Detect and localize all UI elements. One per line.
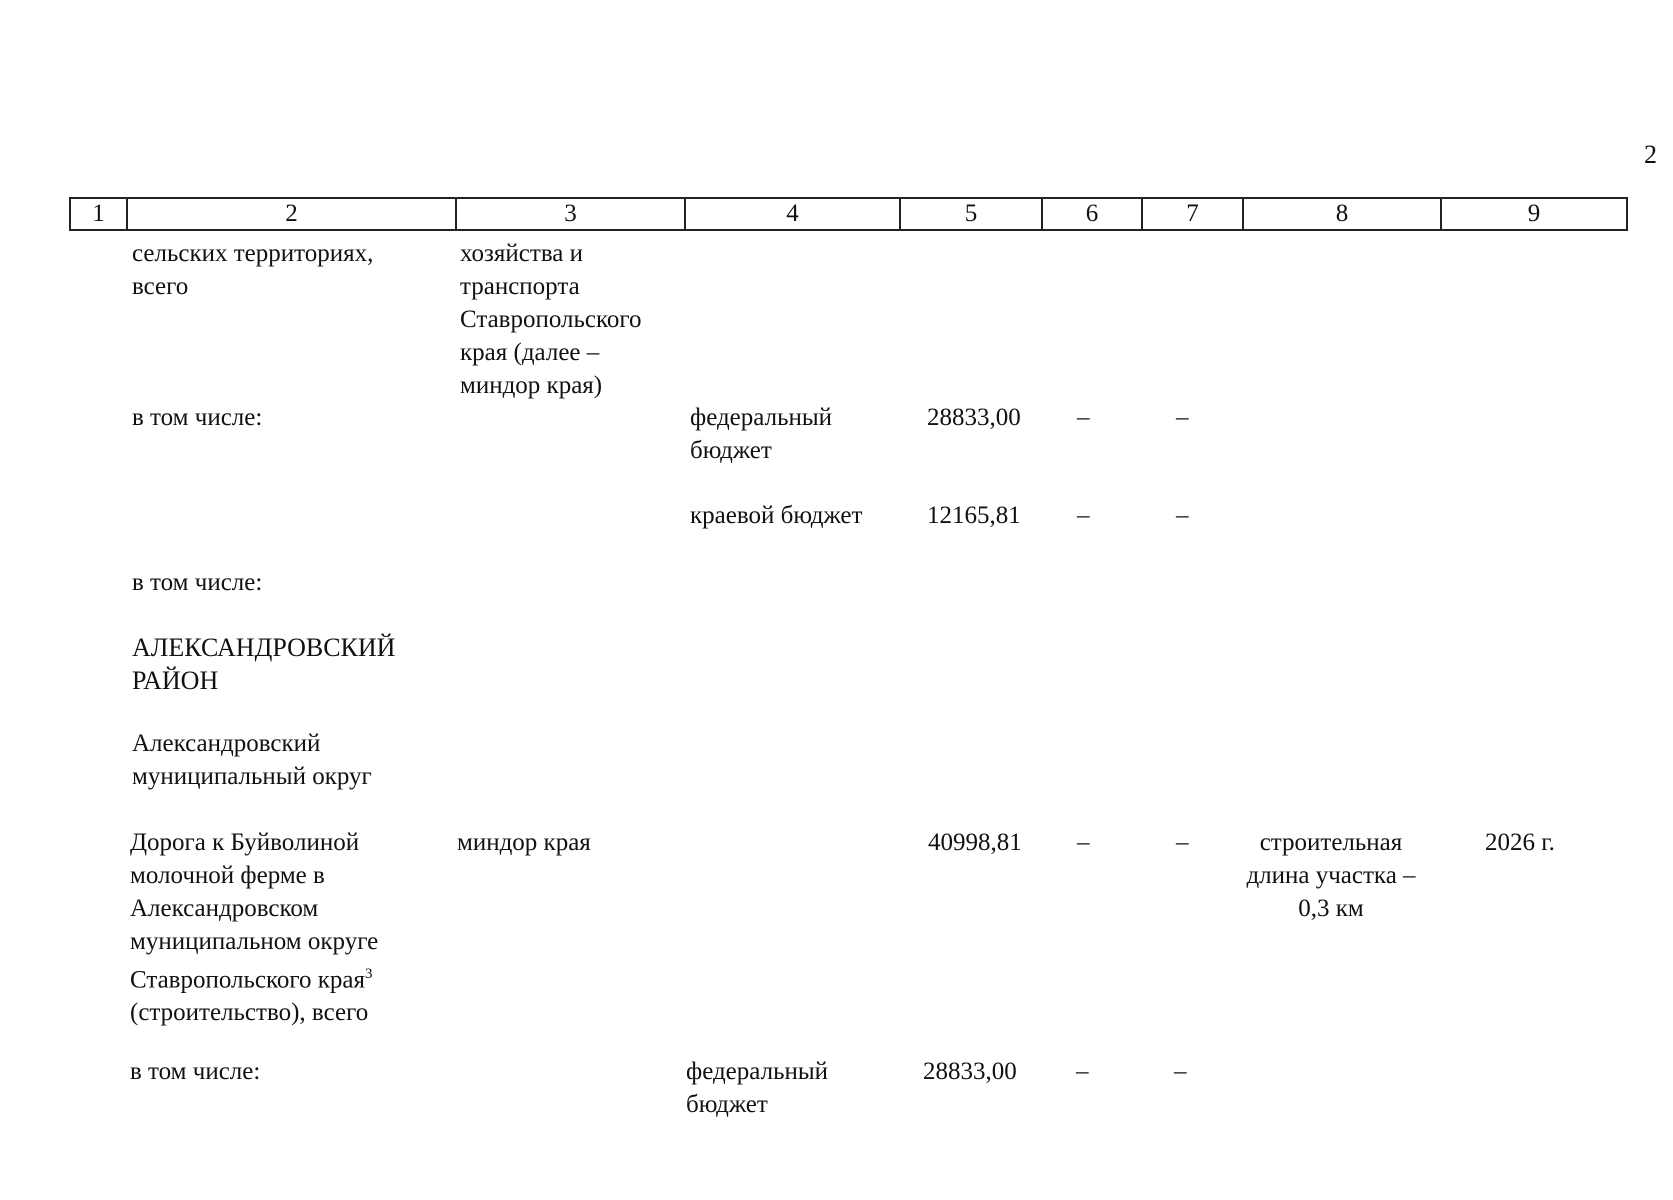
page-number: 2: [1644, 140, 1657, 169]
row3-source: краевой бюджет: [690, 502, 863, 529]
row4-label: в том числе:: [132, 569, 263, 596]
row8-label: в том числе:: [130, 1058, 261, 1085]
column-header-6: 6: [1042, 198, 1142, 230]
municipal-district: Александровский муниципальный округ: [132, 730, 372, 790]
row3-col7: –: [1176, 502, 1189, 529]
row7-year: 2026 г.: [1485, 829, 1555, 856]
row7-col7: –: [1176, 829, 1189, 856]
row2-col7: –: [1176, 404, 1189, 431]
column-header-3: 3: [456, 198, 685, 230]
column-header-4: 4: [685, 198, 900, 230]
row3-col6: –: [1077, 502, 1090, 529]
column-header-1: 1: [70, 198, 127, 230]
row2-label: в том числе:: [132, 404, 263, 431]
row8-amount: 28833,00: [923, 1058, 1017, 1085]
row2-source: федеральный бюджет: [690, 404, 833, 464]
row1-program-name: сельских территориях, всего: [132, 240, 374, 300]
column-header-7: 7: [1142, 198, 1243, 230]
row3-amount: 12165,81: [927, 502, 1021, 529]
row8-col7: –: [1174, 1058, 1187, 1085]
footnote-mark: 3: [365, 966, 373, 982]
row7-col6: –: [1077, 829, 1090, 856]
column-header-table: [69, 197, 1628, 231]
row7-executor: миндор края: [457, 829, 591, 856]
row1-executor: хозяйства и транспорта Ставропольского края (далее – миндор края): [460, 240, 642, 399]
row7-amount: 40998,81: [928, 829, 1022, 856]
row2-col6: –: [1077, 404, 1090, 431]
row2-amount: 28833,00: [927, 404, 1021, 431]
row7-result: строительная длина участка – 0,3 км: [1246, 829, 1416, 922]
column-header-2: 2: [127, 198, 456, 230]
district-heading: АЛЕКСАНДРОВСКИЙ РАЙОН: [132, 633, 396, 695]
column-header-8: 8: [1243, 198, 1441, 230]
row8-col6: –: [1076, 1058, 1089, 1085]
column-header-9: 9: [1441, 198, 1627, 230]
row7-object-name: Дорога к Буйволиной молочной ферме в Александровском муниципальном округе Ставропольского края$^3$ (строительство), всего: [130, 829, 379, 1027]
row8-source: федеральный бюджет: [686, 1058, 829, 1118]
column-header-5: 5: [900, 198, 1042, 230]
